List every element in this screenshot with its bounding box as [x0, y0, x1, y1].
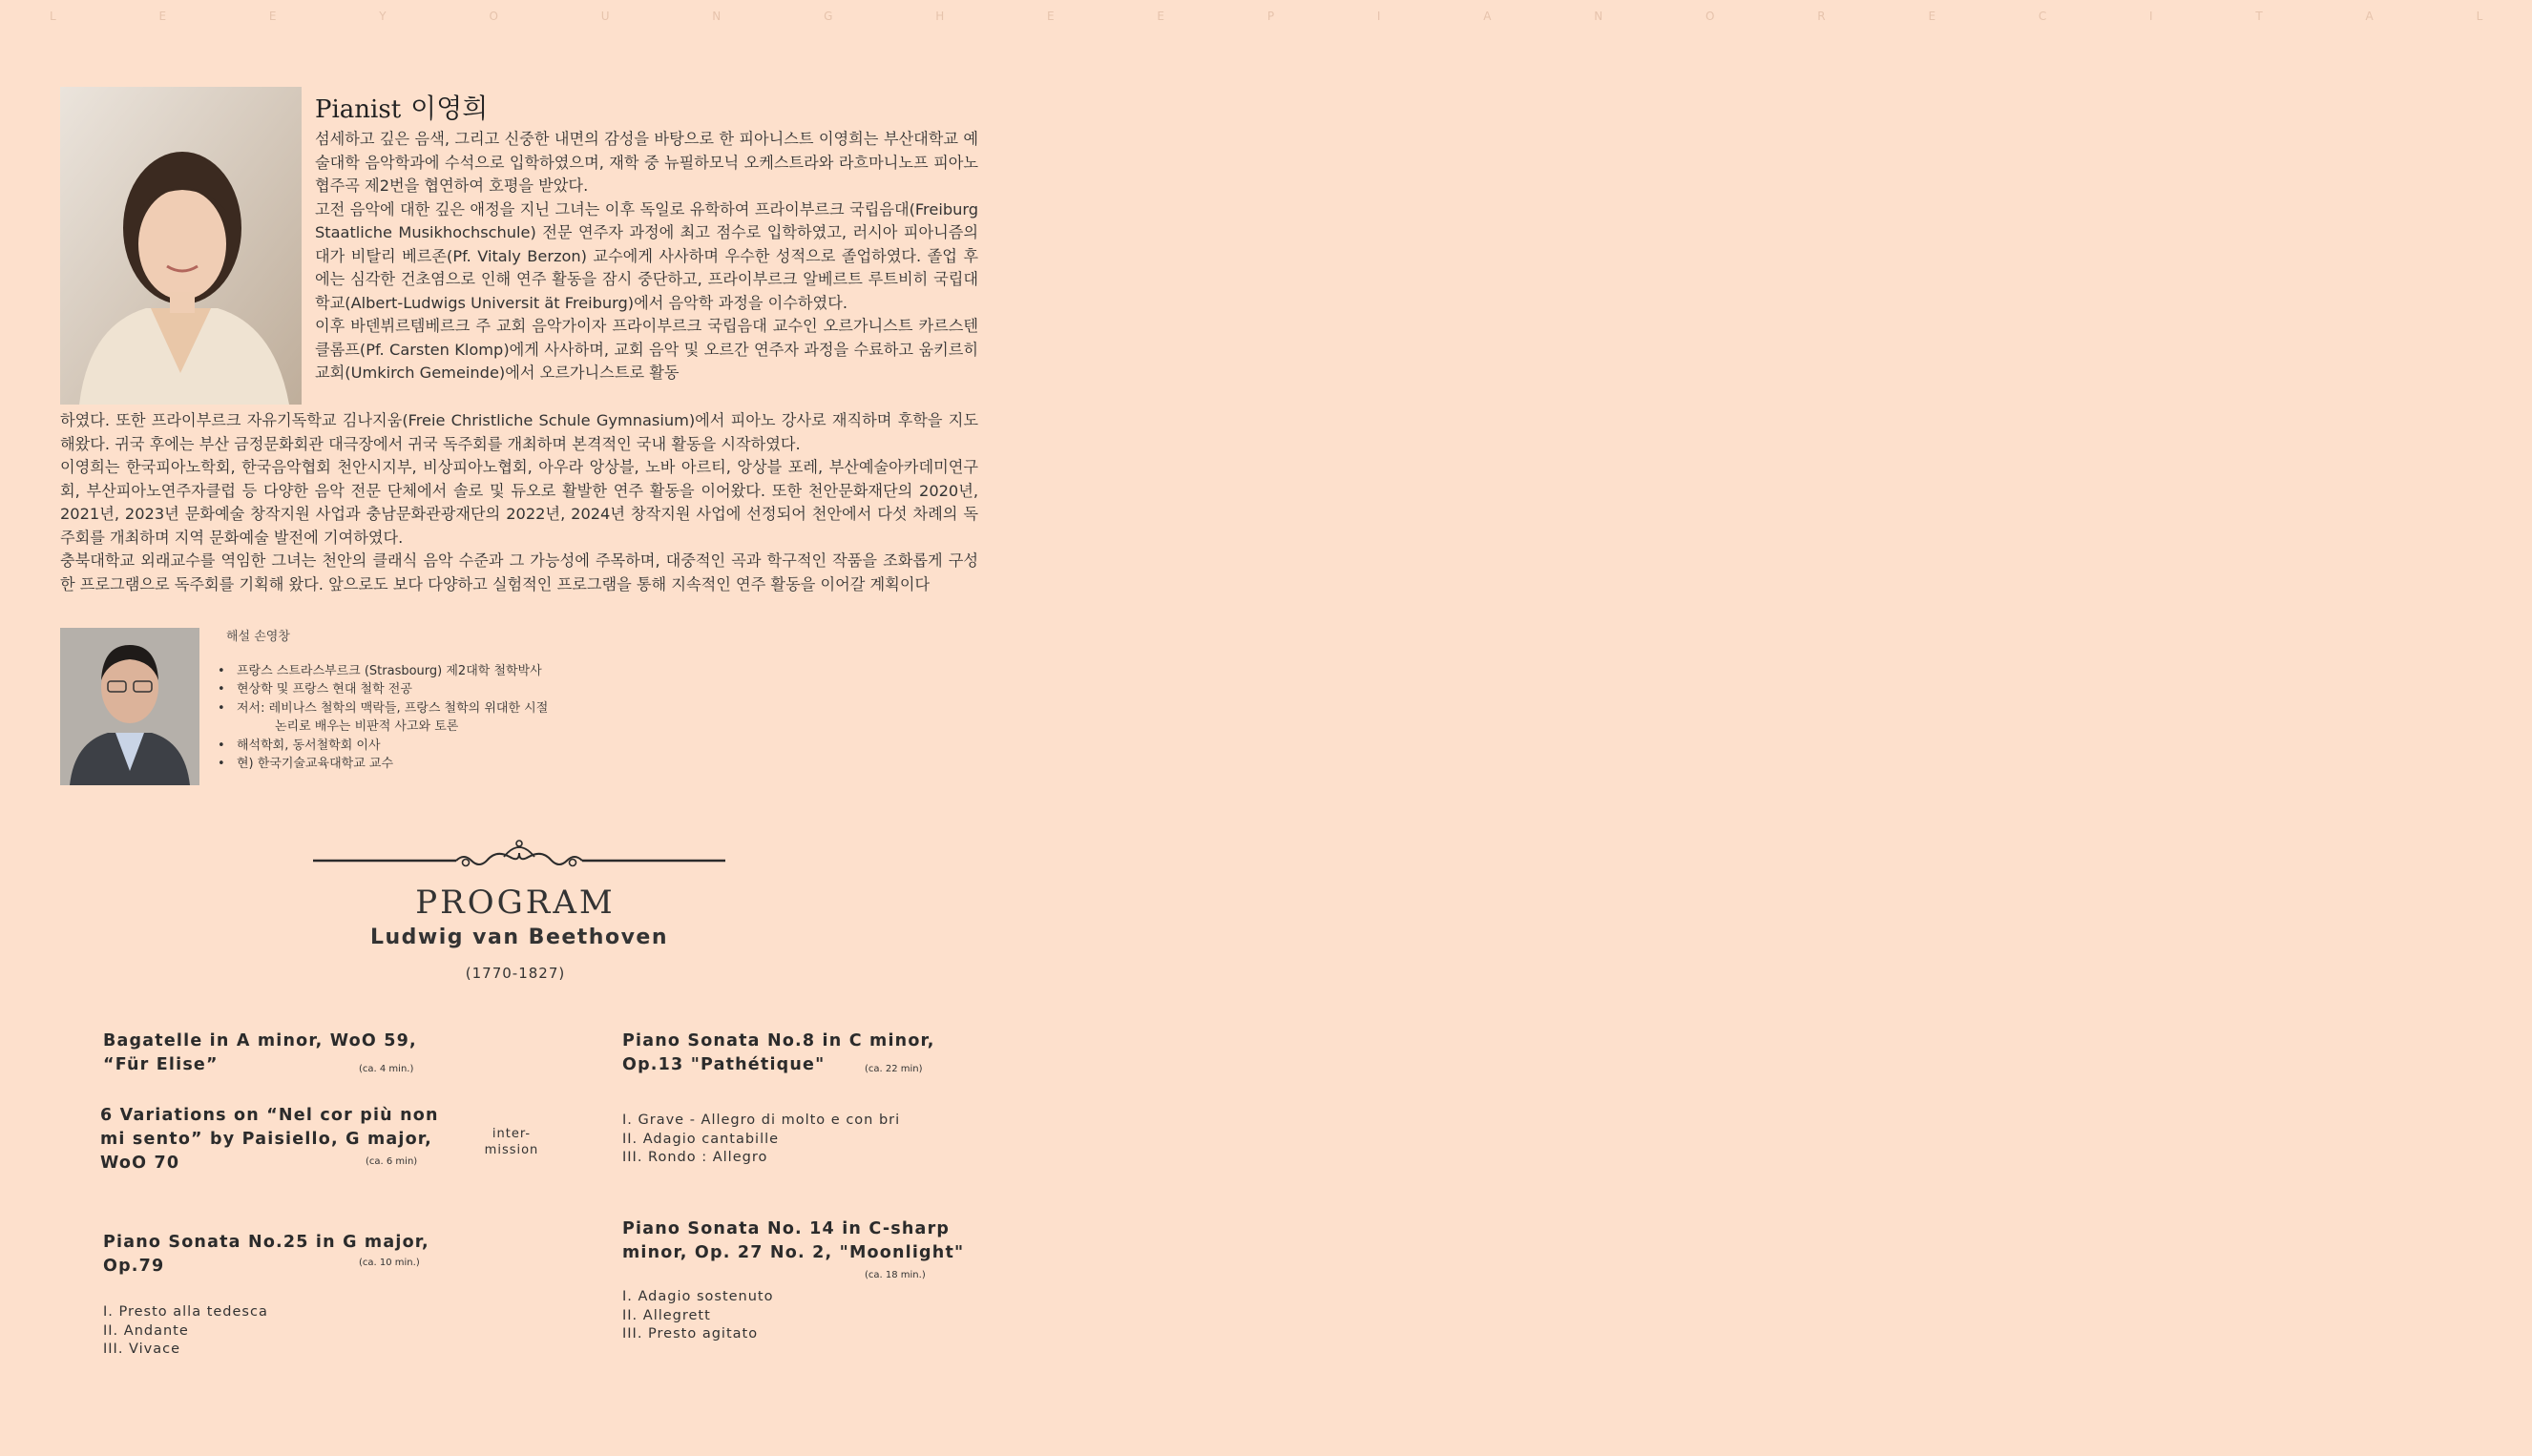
ornament-divider — [313, 836, 725, 878]
list-item-sub: 논리로 배우는 비판적 사고와 토론 — [275, 719, 459, 735]
piece-title: Piano Sonata No.8 in C minor, Op.13 "Pathétique" — [622, 1031, 935, 1074]
program-title: PROGRAM — [415, 884, 616, 922]
list-item: • 프랑스 스트라스부르크 (Strasbourg) 제2대학 철학박사 — [218, 662, 618, 680]
movement: I. Grave - Allegro di molto e con bri — [622, 1113, 901, 1128]
piece-duration: (ca. 6 min) — [366, 1156, 418, 1167]
list-item: • 해석학회, 동서철학회 이사 — [218, 737, 618, 755]
piece-duration: (ca. 18 min.) — [865, 1270, 926, 1280]
movement: I. Presto alla tedesca — [103, 1304, 268, 1320]
pianist-photo — [60, 87, 302, 405]
commentary-title: 해설 손영창 — [226, 630, 290, 644]
movement: II. Adagio cantabille — [622, 1131, 780, 1147]
piece-duration: (ca. 10 min.) — [359, 1258, 420, 1268]
piece-title: 6 Variations on “Nel cor più non mi sento” by Paisiello, G major, WoO 70 — [100, 1106, 439, 1173]
bio-paragraph: 하였다. 또한 프라이부르크 자유기독학교 김나지움(Freie Christliche Schule Gymnasium)에서 피아노 강사로 재직하며 후학을 지도해왔다. 귀국 후에는 부산 금정문화회관 대극장에서 귀국 독주회를 개최하며 본격적인 국내 활동을 시작하였다. — [60, 411, 978, 453]
bio-text-top — [315, 128, 978, 385]
piece-title: Piano Sonata No.25 in G major, Op.79 — [103, 1233, 429, 1276]
bio-paragraph: 고전 음악에 대한 깊은 애정을 지닌 그녀는 이후 독일로 유학하여 프라이부르크 국립음대(Freiburg Staatliche Musikhochschule) 전문 연주자 과정에 최고 점수로 입학하였고, 러시아 피아니즘의 대가 비탈리 베르존(Pf. Vitaly Berzon) 교수에게 사사하며 우수한 성적으로 졸업하였다. 졸업 후에는 심각한 건초염으로 인해 연주 활동을 잠시 중단하고, 프라이부르크 알베르트 루트비히 국립대학교(Albert-Ludwigs Universit ät Freiburg)에서 음악학 과정을 이수하였다. — [315, 199, 978, 312]
movement-list — [103, 1303, 268, 1360]
recital-header: L E E Y O U N G H E E P I A N O R E C I T A L — [50, 10, 2532, 23]
intermission-label: inter- mission — [484, 1127, 539, 1157]
movement: II. Allegrett — [622, 1307, 711, 1323]
composer-name: Ludwig van Beethoven — [369, 926, 669, 949]
list-item: • 현) 한국기술교육대학교 교수 — [218, 755, 618, 773]
list-item: • 현상학 및 프랑스 현대 철학 전공 — [218, 680, 618, 698]
movement: II. Andante — [103, 1322, 189, 1339]
pianist-name: 이영희 — [410, 93, 489, 124]
bio-paragraph: 이후 바덴뷔르템베르크 주 교회 음악가이자 프라이부르크 국립음대 교수인 오르가니스트 카르스텐 클롬프(Pf. Carsten Klomp)에게 사사하며, 교회 음악 및 오르간 연주자 과정을 수료하고 움키르히 교회(Umkirch Gemeinde)에서 오르가니스트로 활동 — [315, 317, 978, 382]
bio-paragraph: 섬세하고 깊은 음색, 그리고 신중한 내면의 감성을 바탕으로 한 피아니스트 이영희는 부산대학교 예술대학 음악학과에 수석으로 입학하였으며, 재학 중 뉴필하모닉 오케스트라와 라흐마니노프 피아노 협주곡 제2번을 협연하여 호평을 받았다. — [315, 130, 978, 195]
heading-prefix: Pianist — [315, 95, 402, 124]
bio-paragraph: 이영희는 한국피아노학회, 한국음악협회 천안시지부, 비상피아노협회, 아우라 앙상블, 노바 아르티, 앙상블 포레, 부산예술아카데미연구회, 부산피아노연주자클럽 등 다양한 음악 전문 단체에서 솔로 및 듀오로 활발한 연주 활동을 이어왔다. 또한 천안문화재단의 2020년, 2021년, 2023년 문화예술 창작지원 사업과 충남문화관광재단의 2022년, 2024년 창작지원 사업에 선정되어 천안에서 다섯 차례의 독주회를 개최하며 지역 문화예술 발전에 기여하였다. — [60, 458, 978, 547]
piece-duration: (ca. 22 min) — [865, 1064, 923, 1074]
list-item: • 저서: 레비나스 철학의 맥락들, 프랑스 철학의 위대한 시절 논리로 배우는 비판적 사고와 토론 — [218, 699, 618, 737]
movement: III. Vivace — [103, 1342, 181, 1357]
movement: III. Presto agitato — [622, 1326, 759, 1342]
commentator-photo — [60, 628, 199, 785]
piece-title: Bagatelle in A minor, WoO 59, “Für Elise” — [103, 1031, 417, 1074]
movement-list — [622, 1112, 900, 1168]
movement-list — [622, 1288, 774, 1344]
bio-text-bottom — [60, 409, 978, 596]
bio-paragraph: 충북대학교 외래교수를 역임한 그녀는 천안의 클래식 음악 수준과 그 가능성에 주목하며, 대중적인 곡과 학구적인 작품을 조화롭게 구성한 프로그램으로 독주회를 기획해 왔다. 앞으로도 보다 다양하고 실험적인 프로그램을 통해 지속적인 연주 활동을 이어갈 계획이다 — [60, 551, 978, 593]
pianist-heading — [315, 88, 488, 126]
composer-years: (1770-1827) — [465, 965, 566, 982]
commentary-list — [218, 662, 618, 773]
movement: III. Rondo : Allegro — [622, 1150, 768, 1165]
movement: I. Adagio sostenuto — [622, 1289, 774, 1304]
piece-duration: (ca. 4 min.) — [359, 1064, 414, 1074]
piece-title: Piano Sonata No. 14 in C-sharp minor, Op. 27 No. 2, "Moonlight" — [622, 1219, 965, 1262]
